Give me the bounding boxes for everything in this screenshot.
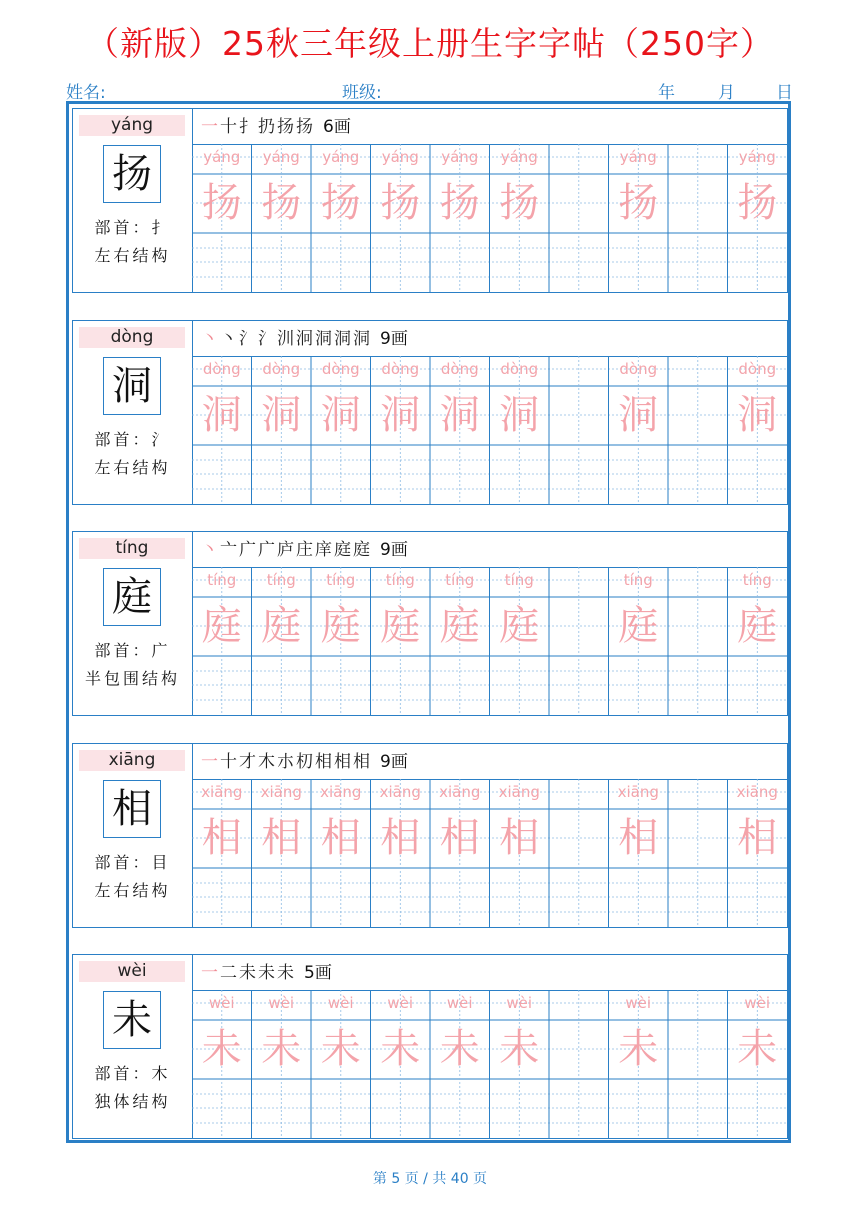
stroke-step: 一 <box>201 752 218 772</box>
pinyin-label: yáng <box>79 115 185 136</box>
trace-character: 扬 <box>380 180 421 226</box>
character-block <box>72 954 788 1139</box>
radical-label: 部首：木 <box>94 1064 171 1083</box>
trace-pinyin: dòng <box>321 360 360 378</box>
trace-character: 洞 <box>380 392 421 438</box>
trace-pinyin: wèi <box>625 994 652 1012</box>
trace-character: 洞 <box>499 392 540 438</box>
trace-pinyin: yáng <box>381 148 419 166</box>
trace-character: 洞 <box>261 392 302 438</box>
stroke-count: 9画 <box>380 752 408 772</box>
character-block <box>72 531 788 716</box>
trace-pinyin: xiāng <box>617 783 659 801</box>
pinyin-label: xiāng <box>79 750 185 771</box>
trace-pinyin: dòng <box>202 360 241 378</box>
trace-character: 相 <box>320 815 361 861</box>
trace-pinyin: yáng <box>738 148 776 166</box>
stroke-step: 丶 <box>220 329 237 349</box>
stroke-step: 洞 <box>315 329 332 349</box>
trace-pinyin: tíng <box>326 571 356 589</box>
model-character: 洞 <box>103 357 161 415</box>
stroke-step: 一 <box>201 963 218 983</box>
structure-label: 独体结构 <box>94 1092 171 1111</box>
trace-character: 洞 <box>618 392 659 438</box>
month-label: 月 <box>718 83 735 103</box>
stroke-step: 氵 <box>258 329 275 349</box>
trace-character: 扬 <box>499 180 540 226</box>
page-footer: 第 5 页 / 共 40 页 <box>372 1171 488 1187</box>
trace-pinyin: yáng <box>322 148 360 166</box>
character-block <box>72 743 788 928</box>
trace-pinyin: wèi <box>446 994 473 1012</box>
character-info <box>73 109 193 292</box>
stroke-step: 扌 <box>239 117 256 137</box>
trace-pinyin: tíng <box>623 571 653 589</box>
stroke-step: 丶 <box>201 540 218 560</box>
trace-pinyin: wèi <box>744 994 771 1012</box>
trace-character: 庭 <box>320 603 361 649</box>
trace-pinyin: xiāng <box>439 783 481 801</box>
radical-label: 部首：扌 <box>94 218 171 237</box>
radical-label: 部首：氵 <box>94 430 171 449</box>
stroke-step: 相 <box>353 752 370 772</box>
trace-pinyin: yáng <box>203 148 241 166</box>
stroke-step: 相 <box>334 752 351 772</box>
model-character: 庭 <box>103 568 161 626</box>
day-label: 日 <box>776 83 793 103</box>
stroke-step: 未 <box>258 963 275 983</box>
trace-character: 扬 <box>737 180 778 226</box>
trace-pinyin: xiāng <box>260 783 302 801</box>
trace-pinyin: xiāng <box>498 783 540 801</box>
trace-pinyin: dòng <box>440 360 479 378</box>
character-info <box>73 321 193 504</box>
stroke-step: 十 <box>220 117 237 137</box>
structure-label: 半包围结构 <box>84 669 180 688</box>
trace-character: 洞 <box>201 392 242 438</box>
trace-character: 庭 <box>201 603 242 649</box>
trace-pinyin: tíng <box>445 571 475 589</box>
stroke-step: 庄 <box>296 540 313 560</box>
character-block <box>72 320 788 505</box>
trace-pinyin: wèi <box>387 994 414 1012</box>
trace-pinyin: xiāng <box>320 783 362 801</box>
trace-pinyin: wèi <box>208 994 235 1012</box>
character-info <box>73 955 193 1138</box>
stroke-count: 5画 <box>304 963 332 983</box>
stroke-order <box>201 325 408 353</box>
radical-label: 部首：广 <box>94 641 171 660</box>
trace-character: 扬 <box>439 180 480 226</box>
trace-character: 扬 <box>320 180 361 226</box>
trace-pinyin: tíng <box>504 571 534 589</box>
stroke-count: 9画 <box>380 329 408 349</box>
stroke-step: 扬 <box>277 117 294 137</box>
trace-pinyin: wèi <box>506 994 533 1012</box>
class-label: 班级: <box>342 83 382 103</box>
stroke-step: 十 <box>220 752 237 772</box>
name-label: 姓名: <box>66 83 106 103</box>
trace-pinyin: tíng <box>385 571 415 589</box>
trace-character: 洞 <box>439 392 480 438</box>
trace-character: 未 <box>320 1026 361 1072</box>
page-title: （新版）25秋三年级上册生字字帖（250字） <box>86 24 774 63</box>
model-character: 未 <box>103 991 161 1049</box>
stroke-step: 相 <box>315 752 332 772</box>
trace-character: 相 <box>499 815 540 861</box>
stroke-step: 一 <box>201 117 218 137</box>
trace-pinyin: yáng <box>441 148 479 166</box>
trace-character: 庭 <box>737 603 778 649</box>
stroke-step: 扔 <box>258 117 275 137</box>
trace-pinyin: xiāng <box>736 783 778 801</box>
character-info <box>73 744 193 927</box>
trace-character: 未 <box>439 1026 480 1072</box>
trace-character: 未 <box>201 1026 242 1072</box>
trace-pinyin: tíng <box>742 571 772 589</box>
character-block <box>72 108 788 293</box>
trace-pinyin: wèi <box>268 994 295 1012</box>
trace-character: 相 <box>737 815 778 861</box>
structure-label: 左右结构 <box>94 246 171 265</box>
stroke-step: 丶 <box>201 329 218 349</box>
trace-character: 未 <box>737 1026 778 1072</box>
stroke-step: 未 <box>239 963 256 983</box>
trace-character: 相 <box>380 815 421 861</box>
stroke-order <box>201 536 408 564</box>
stroke-count: 9画 <box>380 540 408 560</box>
trace-character: 未 <box>618 1026 659 1072</box>
pinyin-label: wèi <box>79 961 185 982</box>
trace-pinyin: tíng <box>207 571 237 589</box>
stroke-step: 朷 <box>296 752 313 772</box>
stroke-step: 扬 <box>296 117 313 137</box>
stroke-step: 汌 <box>277 329 294 349</box>
trace-character: 未 <box>261 1026 302 1072</box>
trace-pinyin: yáng <box>500 148 538 166</box>
trace-pinyin: dòng <box>738 360 777 378</box>
trace-pinyin: yáng <box>262 148 300 166</box>
stroke-step: 庐 <box>277 540 294 560</box>
stroke-step: 氵 <box>239 329 256 349</box>
trace-character: 相 <box>439 815 480 861</box>
trace-character: 庭 <box>261 603 302 649</box>
trace-pinyin: dòng <box>262 360 301 378</box>
trace-character: 扬 <box>201 180 242 226</box>
trace-pinyin: wèi <box>327 994 354 1012</box>
model-character: 相 <box>103 780 161 838</box>
trace-pinyin: yáng <box>619 148 657 166</box>
stroke-step: 洞 <box>353 329 370 349</box>
structure-label: 左右结构 <box>94 458 171 477</box>
stroke-step: 才 <box>239 752 256 772</box>
trace-character: 相 <box>201 815 242 861</box>
trace-character: 相 <box>261 815 302 861</box>
stroke-step: 二 <box>220 963 237 983</box>
stroke-order <box>201 748 408 776</box>
pinyin-label: tíng <box>79 538 185 559</box>
trace-character: 庭 <box>380 603 421 649</box>
trace-character: 未 <box>380 1026 421 1072</box>
trace-pinyin: dòng <box>381 360 420 378</box>
trace-pinyin: xiāng <box>201 783 243 801</box>
trace-character: 庭 <box>439 603 480 649</box>
model-character: 扬 <box>103 145 161 203</box>
trace-pinyin: dòng <box>500 360 539 378</box>
stroke-step: 广 <box>258 540 275 560</box>
stroke-count: 6画 <box>323 117 351 137</box>
stroke-step: 朩 <box>277 752 294 772</box>
trace-pinyin: xiāng <box>379 783 421 801</box>
trace-pinyin: tíng <box>266 571 296 589</box>
stroke-order <box>201 959 332 987</box>
trace-pinyin: dòng <box>619 360 658 378</box>
character-info <box>73 532 193 715</box>
stroke-step: 亠 <box>220 540 237 560</box>
trace-character: 未 <box>499 1026 540 1072</box>
trace-character: 扬 <box>261 180 302 226</box>
trace-character: 扬 <box>618 180 659 226</box>
stroke-step: 庭 <box>353 540 370 560</box>
radical-label: 部首：目 <box>94 853 171 872</box>
stroke-step: 泂 <box>296 329 313 349</box>
pinyin-label: dòng <box>79 327 185 348</box>
stroke-step: 庠 <box>315 540 332 560</box>
stroke-step: 庭 <box>334 540 351 560</box>
stroke-step: 未 <box>277 963 294 983</box>
trace-character: 庭 <box>499 603 540 649</box>
year-label: 年 <box>658 83 675 103</box>
trace-character: 洞 <box>320 392 361 438</box>
stroke-order <box>201 113 351 141</box>
stroke-step: 木 <box>258 752 275 772</box>
stroke-step: 广 <box>239 540 256 560</box>
stroke-step: 洞 <box>334 329 351 349</box>
trace-character: 洞 <box>737 392 778 438</box>
structure-label: 左右结构 <box>94 881 171 900</box>
trace-character: 相 <box>618 815 659 861</box>
trace-character: 庭 <box>618 603 659 649</box>
